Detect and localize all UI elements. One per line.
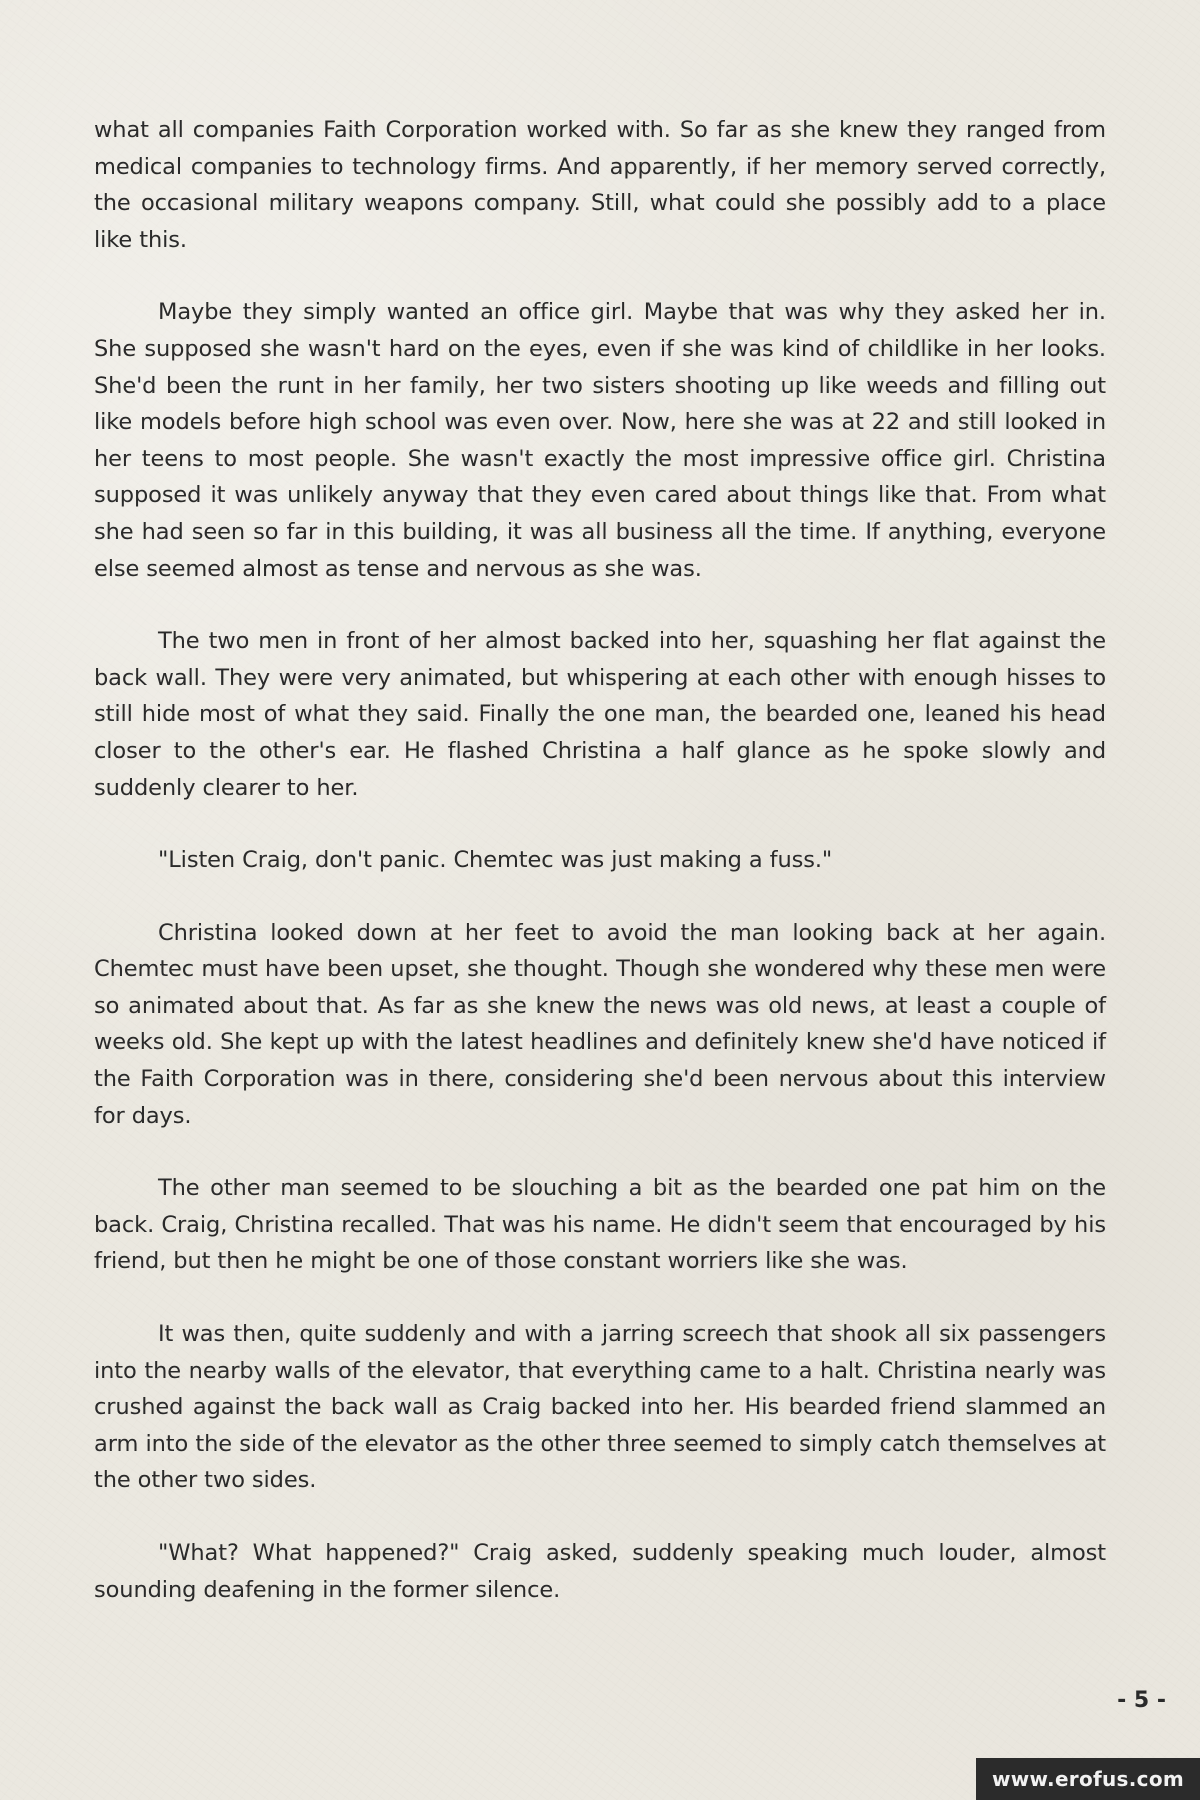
- paragraph: "Listen Craig, don't panic. Chemtec was just making a fuss.": [158, 847, 833, 874]
- paragraph: "What? What happened?" Craig asked, suddenly speaking much louder, almost sounding deafening in the former silence.: [94, 1540, 1106, 1603]
- paragraph: Maybe they simply wanted an office girl. Maybe that was why they asked her in. She supposed she wasn't hard on the eyes, even if she was kind of childlike in her looks. She'd been the runt in her family, her two sisters shooting up like weeds and filling out like models before high school was even over. Now, here she was at 22 and still looked in her teens to most people. She wasn't exactly the most impressive office girl. Christina supposed it was unlikely anyway that they even cared about things like that. From what she had seen so far in this building, it was all business all the time. If anything, everyone else seemed almost as tense and nervous as she was.: [94, 299, 1106, 582]
- paragraph: Christina looked down at her feet to avoid the man looking back at her again. Chemtec must have been upset, she thought. Though she wondered why these men were so animated about that. As far as she knew the news was old news, at least a couple of weeks old. She kept up with the latest headlines and definitely knew she'd have noticed if the Faith Corporation was in there, considering she'd been nervous about this interview for days.: [94, 919, 1106, 1129]
- site-watermark: www.erofus.com: [976, 1758, 1200, 1800]
- paragraph: The other man seemed to be slouching a bit as the bearded one pat him on the back. Craig, Christina recalled. That was his name. He didn't seem that encouraged by his friend, but then he might be one of those constant worriers like she was.: [94, 1175, 1106, 1275]
- paragraph: what all companies Faith Corporation worked with. So far as she knew they ranged from medical companies to technology firms. And apparently, if her memory served correctly, the occasional military weapons company. Still, what could she possibly add to a place like this.: [94, 117, 1106, 253]
- paragraph: It was then, quite suddenly and with a jarring screech that shook all six passengers into the nearby walls of the elevator, that everything came to a halt. Christina nearly was crushed against the back wall as Craig backed into her. His bearded friend slammed an arm into the side of the elevator as the other three seemed to simply catch themselves at the other two sides.: [94, 1321, 1106, 1494]
- page-body: [94, 112, 1106, 1644]
- paragraph: The two men in front of her almost backed into her, squashing her flat against the back wall. They were very animated, but whispering at each other with enough hisses to still hide most of what they said. Finally the one man, the bearded one, leaned his head closer to the other's ear. He flashed Christina a half glance as he spoke slowly and suddenly clearer to her.: [94, 628, 1106, 801]
- page-number: - 5 -: [1117, 1688, 1166, 1713]
